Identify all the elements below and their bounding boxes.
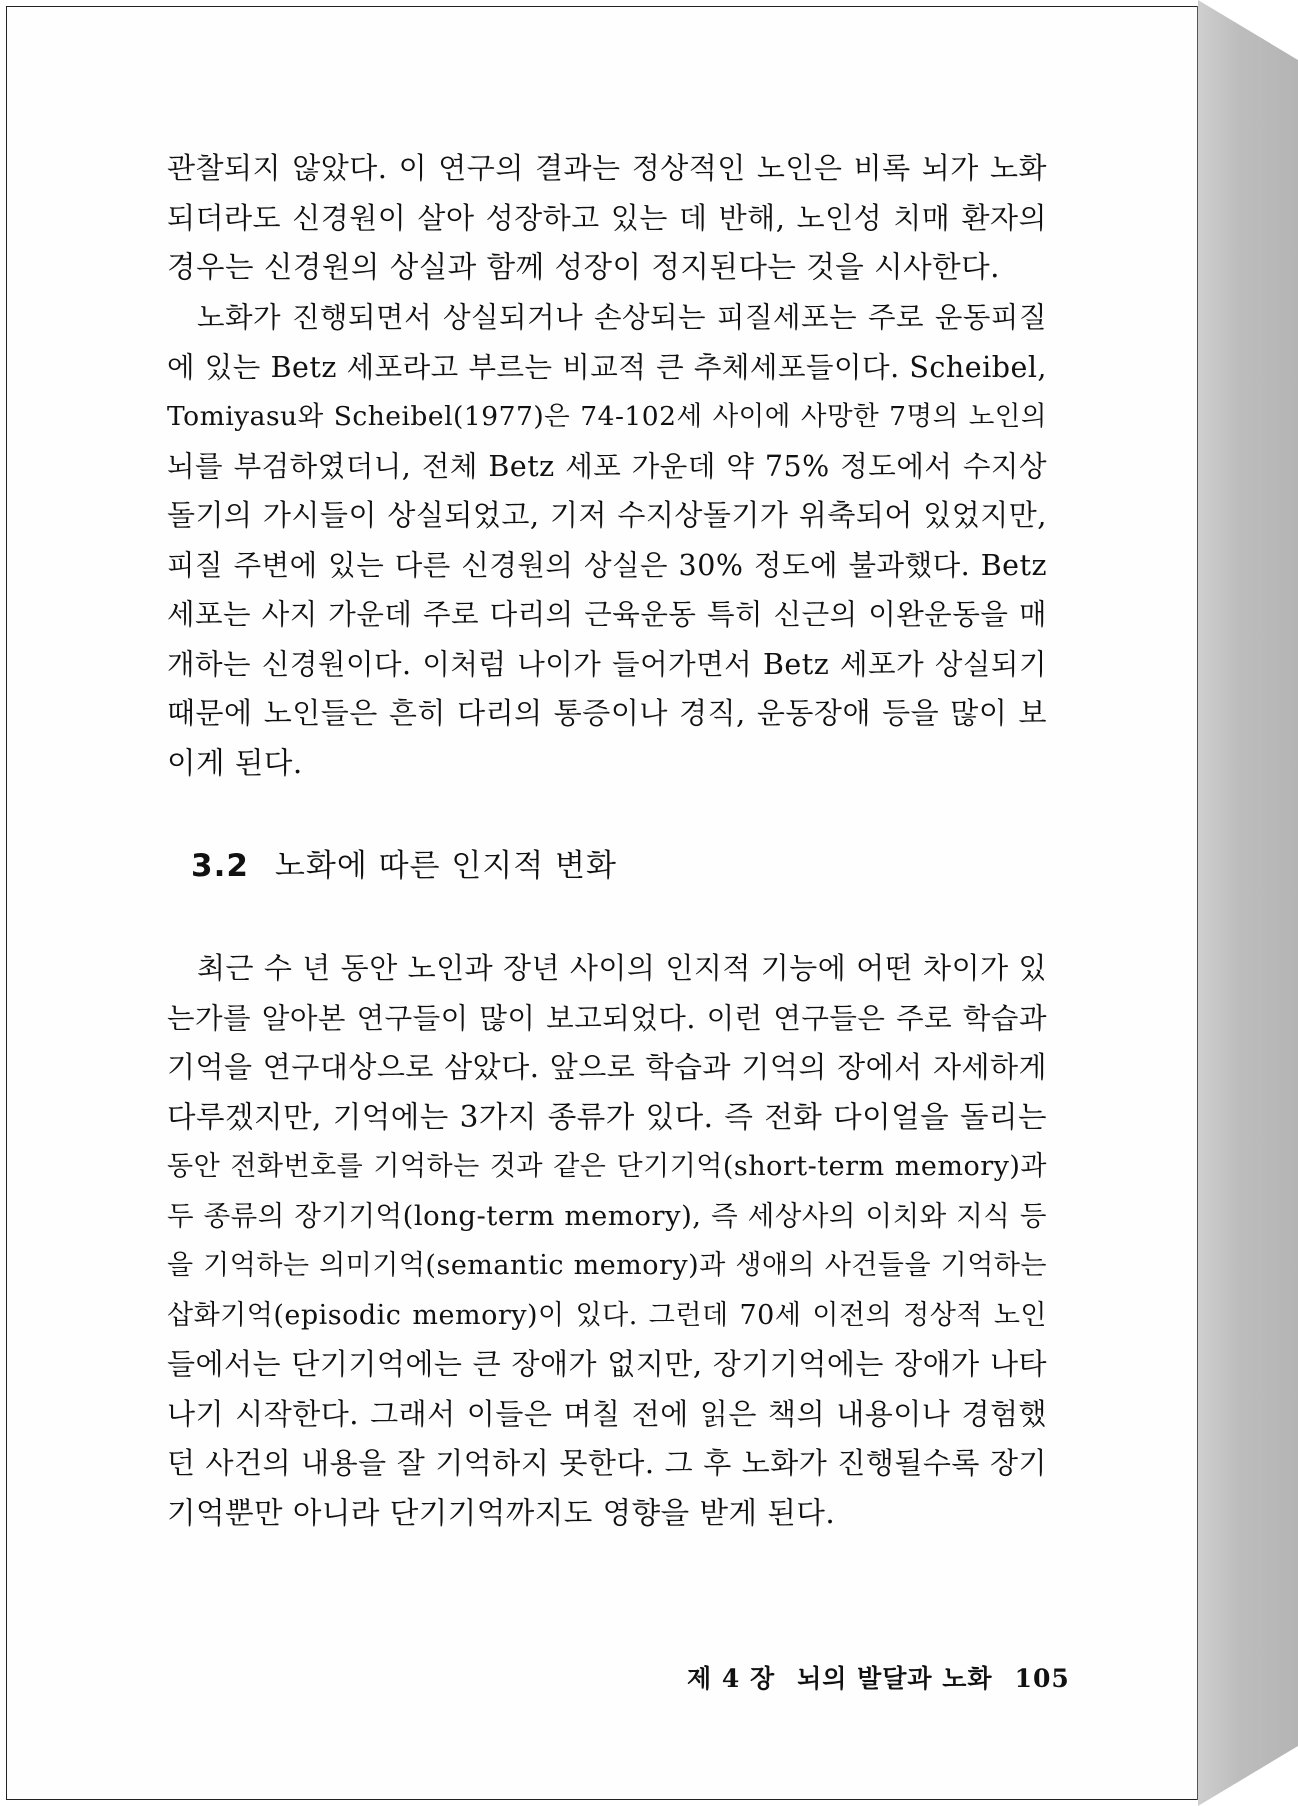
text-line: 이게 된다. [167, 745, 303, 780]
page-stack-edge [1198, 0, 1298, 1806]
text-line: 기억뿐만 아니라 단기기억까지도 영향을 받게 된다. [167, 1495, 836, 1530]
section-number: 3.2 [191, 848, 249, 884]
paragraph-3 [167, 944, 1047, 1538]
page-border [1197, 6, 1198, 1800]
paragraph-1 [167, 144, 1047, 293]
text-line: 최근 수 년 동안 노인과 장년 사이의 인지적 기능에 어떤 차이가 있 [197, 951, 1047, 985]
text-line: Tomiyasu와 Scheibel(1977)은 74-102세 사이에 사망한 7명의 노인의 [167, 401, 1047, 432]
text-line: 경우는 신경원의 상실과 함께 성장이 정지된다는 것을 시사한다. [167, 250, 1000, 284]
text-line: 돌기의 가시들이 상실되었고, 기저 수지상돌기가 위축되어 있었지만, [167, 498, 1047, 532]
text-line: 두 종류의 장기기억(long-term memory), 즉 세상사의 이치와 지식 등 [167, 1199, 1047, 1232]
page-border [6, 1799, 1198, 1800]
text-line: 동안 전화번호를 기억하는 것과 같은 단기기억(short-term memory)과 [167, 1151, 1047, 1182]
text-line: 기억을 연구대상으로 삼았다. 앞으로 학습과 기억의 장에서 자세하게 [167, 1050, 1047, 1084]
text-line: 때문에 노인들은 흔히 다리의 통증이나 경직, 운동장애 등을 많이 보 [167, 696, 1047, 730]
text-line: 개하는 신경원이다. 이처럼 나이가 들어가면서 Betz 세포가 상실되기 [167, 647, 1047, 681]
text-line: 들에서는 단기기억에는 큰 장애가 없지만, 장기기억에는 장애가 나타 [167, 1347, 1047, 1381]
section-heading [191, 840, 617, 885]
page-number: 105 [1014, 1664, 1070, 1693]
section-title: 노화에 따른 인지적 변화 [274, 848, 617, 884]
page-surface [7, 7, 1197, 1799]
text-line: 는가를 알아본 연구들이 많이 보고되었다. 이런 연구들은 주로 학습과 [167, 1001, 1047, 1035]
paragraph-2 [167, 293, 1047, 788]
footer-title: 뇌의 발달과 노화 [797, 1664, 993, 1693]
text-line: 노화가 진행되면서 상실되거나 손상되는 피질세포는 주로 운동피질 [197, 301, 1047, 334]
text-line: 에 있는 Betz 세포라고 부르는 비교적 큰 추체세포들이다. Scheibel, [167, 350, 1047, 384]
text-line: 던 사건의 내용을 잘 기억하지 못한다. 그 후 노화가 진행될수록 장기 [167, 1446, 1047, 1480]
text-line: 뇌를 부검하였더니, 전체 Betz 세포 가운데 약 75% 정도에서 수지상 [167, 449, 1047, 483]
text-line: 삽화기억(episodic memory)이 있다. 그런데 70세 이전의 정상적 노인 [167, 1299, 1047, 1331]
footer-chapter: 제 4 장 [687, 1664, 776, 1693]
text-line: 을 기억하는 의미기억(semantic memory)과 생애의 사건들을 기억하는 [167, 1250, 1047, 1281]
text-line: 피질 주변에 있는 다른 신경원의 상실은 30% 정도에 불과했다. Betz [167, 548, 1047, 582]
running-footer [687, 1659, 1070, 1695]
text-line: 나기 시작한다. 그래서 이들은 며칠 전에 읽은 책의 내용이나 경험했 [167, 1396, 1047, 1431]
text-line: 세포는 사지 가운데 주로 다리의 근육운동 특히 신근의 이완운동을 매 [167, 598, 1047, 631]
text-line: 관찰되지 않았다. 이 연구의 결과는 정상적인 노인은 비록 뇌가 노화 [167, 151, 1047, 185]
text-line: 되더라도 신경원이 살아 성장하고 있는 데 반해, 노인성 치매 환자의 [167, 200, 1047, 235]
text-line: 다루겠지만, 기억에는 3가지 종류가 있다. 즉 전화 다이얼을 돌리는 [167, 1099, 1047, 1134]
